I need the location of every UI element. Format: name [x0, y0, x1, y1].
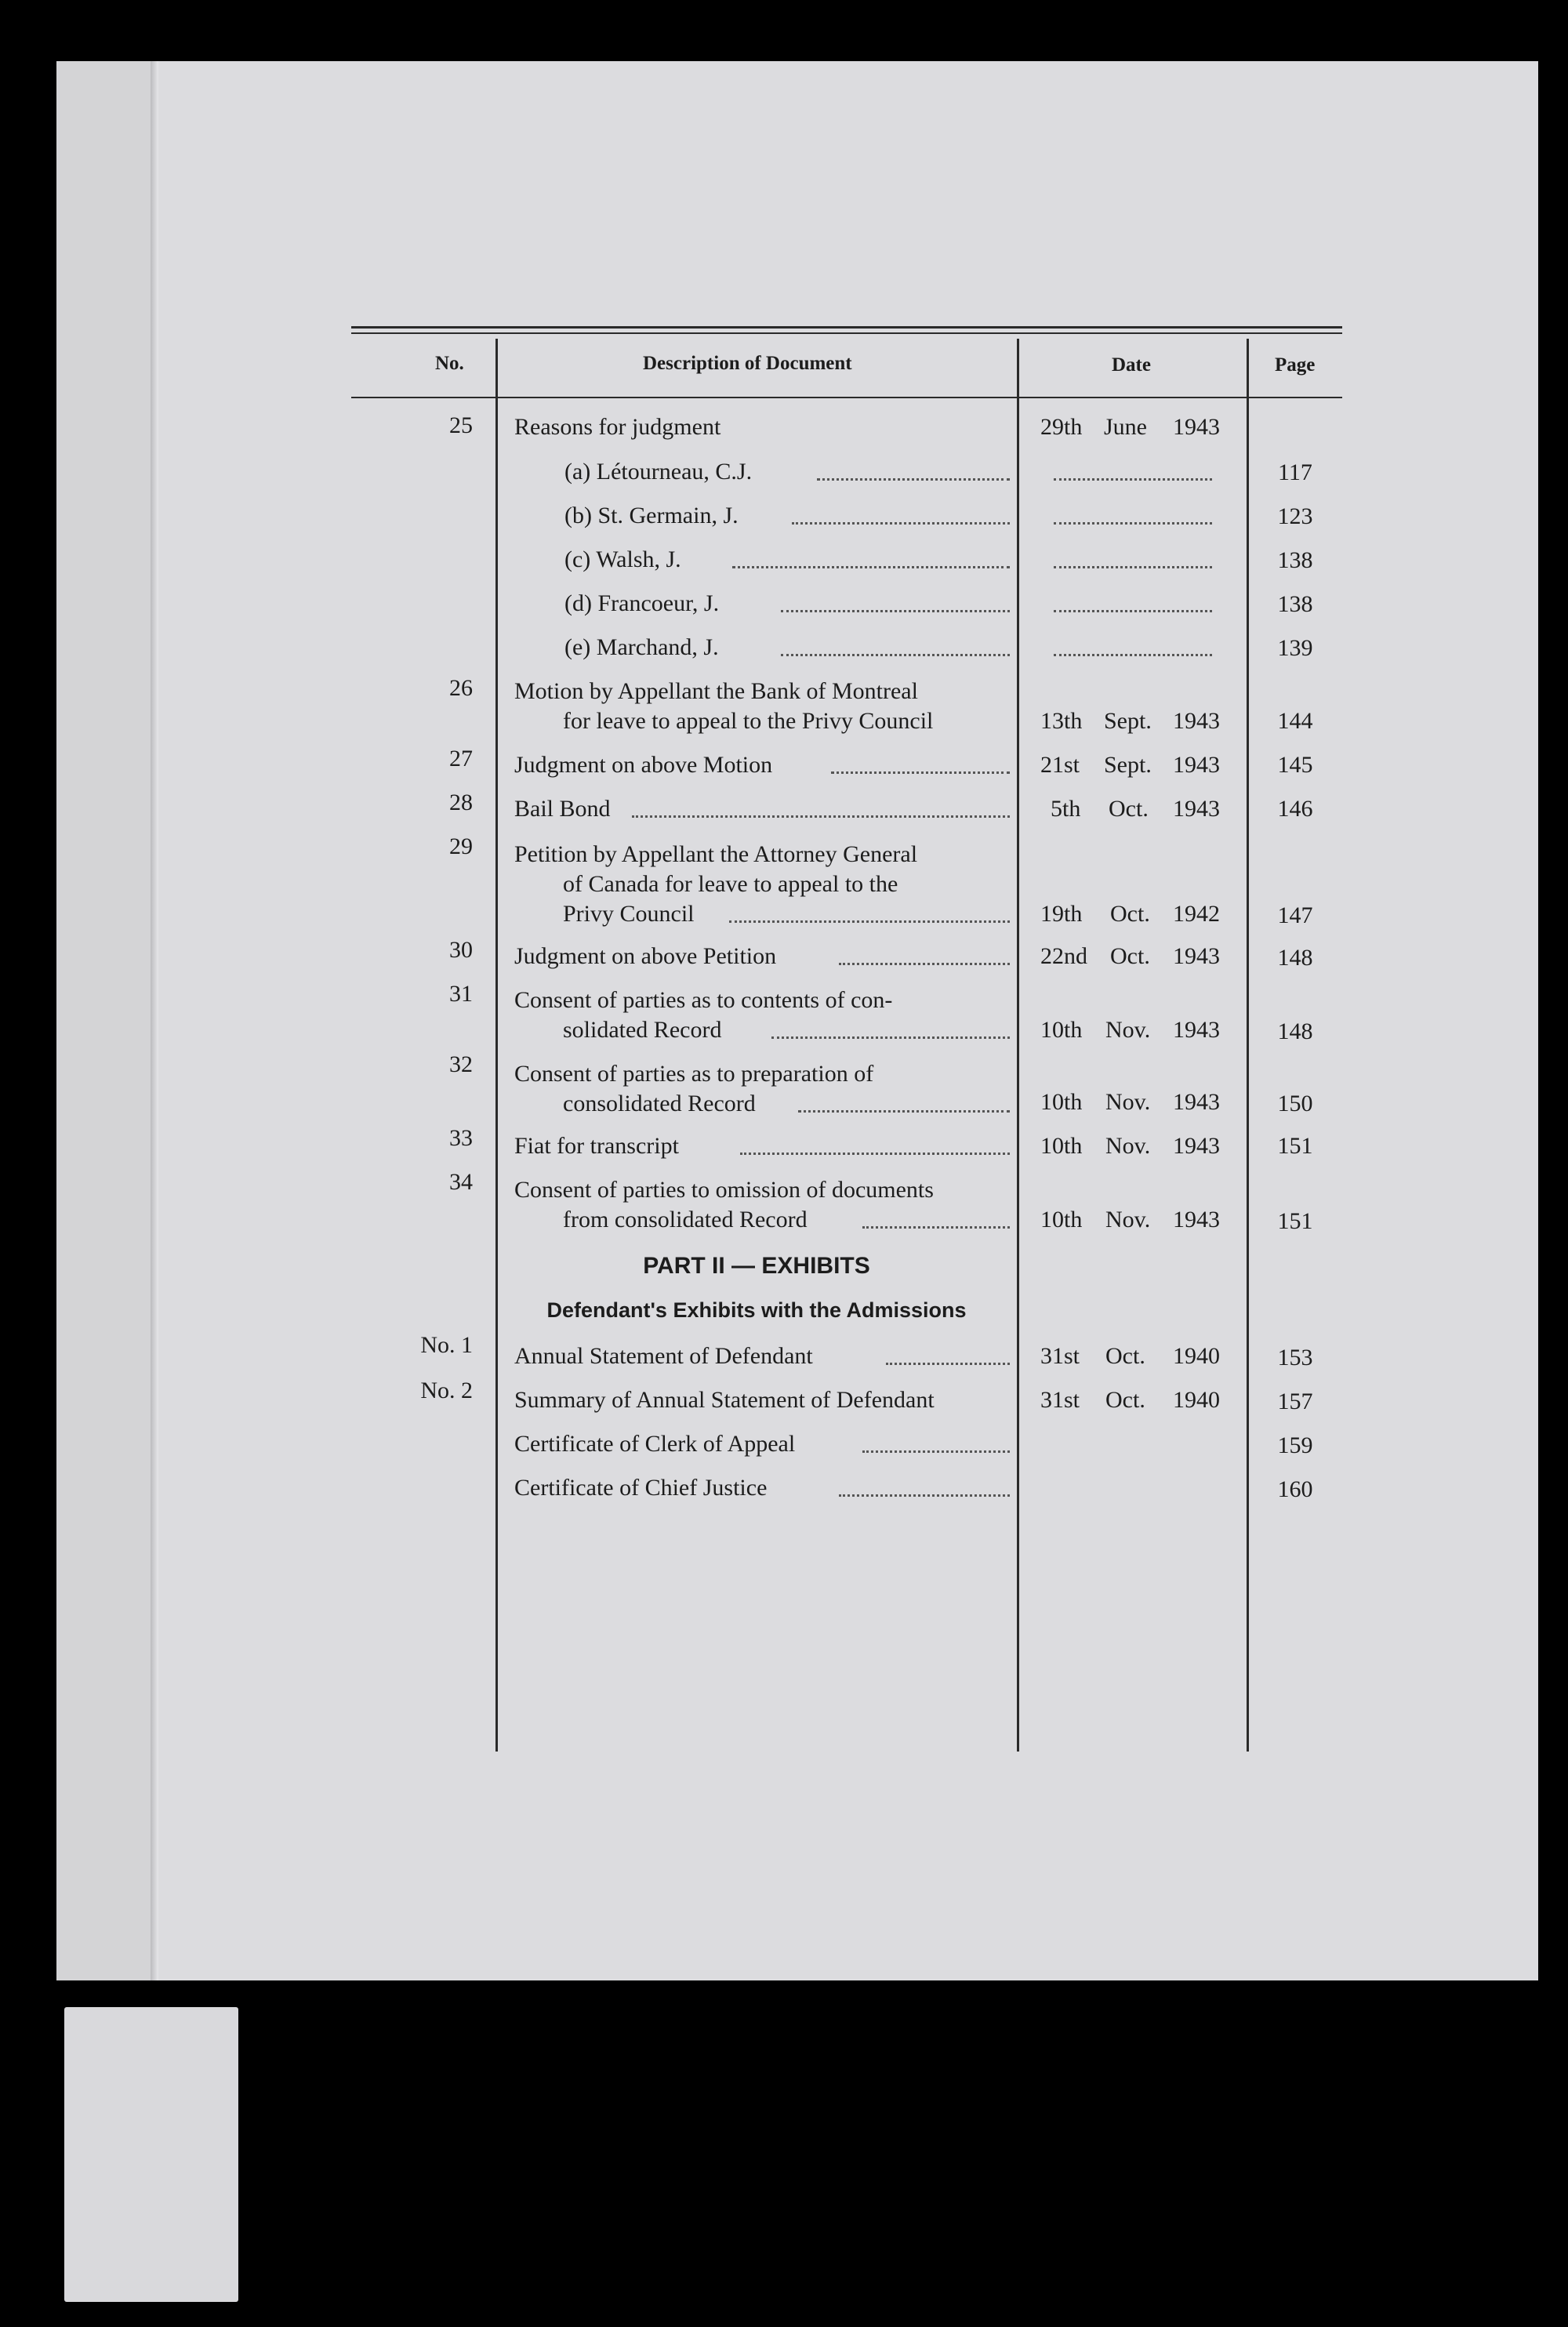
- leader-dots: [632, 815, 1010, 818]
- row-description: Consent of parties as to contents of con-: [514, 987, 893, 1013]
- leader-dots: [792, 522, 1010, 525]
- page-number: 153: [1277, 1345, 1313, 1370]
- page-number: 138: [1277, 547, 1313, 573]
- date-year: 1943: [1173, 708, 1220, 734]
- column-divider: [495, 339, 498, 1752]
- row-number: 32: [449, 1051, 473, 1077]
- row-description: Bail Bond: [514, 796, 611, 822]
- row-description: Motion by Appellant the Bank of Montreal: [514, 678, 918, 704]
- row-number: 30: [449, 937, 473, 963]
- date-dots: [1054, 654, 1212, 656]
- leader-dots: [817, 478, 1010, 481]
- leader-dots: [732, 566, 1010, 568]
- row-description: Consent of parties to omission of documents: [514, 1177, 934, 1203]
- date-day: 10th: [1040, 1133, 1083, 1159]
- leader-dots: [862, 1226, 1010, 1229]
- date-day: 22nd: [1040, 943, 1087, 969]
- row-description: Judgment on above Motion: [514, 752, 773, 778]
- exhibit-number: No. 2: [420, 1378, 473, 1403]
- date-month: Nov.: [1105, 1207, 1151, 1232]
- row-description: Certificate of Clerk of Appeal: [514, 1431, 796, 1457]
- header-page: Page: [1275, 354, 1316, 376]
- date-day: 10th: [1040, 1089, 1083, 1115]
- row-number: 28: [449, 790, 473, 815]
- date-year: 1942: [1173, 901, 1220, 927]
- leader-dots: [781, 610, 1010, 612]
- page-number: 151: [1277, 1133, 1313, 1159]
- row-description: (c) Walsh, J.: [564, 546, 681, 572]
- leader-dots: [886, 1363, 1010, 1365]
- date-day: 13th: [1040, 708, 1083, 734]
- date-year: 1940: [1173, 1343, 1220, 1369]
- row-description: for leave to appeal to the Privy Council: [563, 708, 934, 734]
- date-month: Oct.: [1110, 943, 1150, 969]
- row-description: Certificate of Chief Justice: [514, 1475, 768, 1501]
- column-divider: [1017, 339, 1019, 1752]
- page-number: 139: [1277, 635, 1313, 661]
- page-number: 157: [1277, 1389, 1313, 1414]
- leader-dots: [839, 963, 1010, 965]
- row-description: solidated Record: [563, 1017, 722, 1043]
- date-month: Nov.: [1105, 1017, 1151, 1043]
- leader-dots: [839, 1494, 1010, 1497]
- date-year: 1943: [1173, 1207, 1220, 1232]
- date-day: 10th: [1040, 1017, 1083, 1043]
- section-title: PART II — EXHIBITS: [643, 1253, 870, 1279]
- leader-dots: [862, 1450, 1010, 1453]
- page-number: 147: [1277, 902, 1313, 928]
- page-number: 144: [1277, 708, 1313, 734]
- leader-dots: [798, 1110, 1010, 1113]
- row-description: from consolidated Record: [563, 1207, 808, 1232]
- date-month: June: [1104, 414, 1147, 440]
- header-rule: [351, 397, 1342, 398]
- row-description: (a) Létourneau, C.J.: [564, 459, 753, 485]
- page-number: 148: [1277, 945, 1313, 971]
- row-number: 26: [449, 675, 473, 701]
- header-date: Date: [1112, 354, 1151, 376]
- page-number: 150: [1277, 1091, 1313, 1116]
- date-year: 1943: [1173, 1133, 1220, 1159]
- date-dots: [1054, 478, 1212, 481]
- date-month: Sept.: [1104, 752, 1152, 778]
- row-description: consolidated Record: [563, 1091, 756, 1116]
- date-month: Nov.: [1105, 1133, 1151, 1159]
- date-dots: [1054, 610, 1212, 612]
- top-rule-2: [351, 332, 1342, 334]
- date-year: 1943: [1173, 752, 1220, 778]
- page-number: 123: [1277, 503, 1313, 529]
- date-day: 21st: [1040, 752, 1080, 778]
- page-fold: [151, 61, 158, 1980]
- date-day: 29th: [1040, 414, 1083, 440]
- row-description: Petition by Appellant the Attorney General: [514, 841, 918, 867]
- page-number: 151: [1277, 1208, 1313, 1234]
- page-number: 145: [1277, 752, 1313, 778]
- date-year: 1943: [1173, 796, 1220, 822]
- leader-dots: [831, 771, 1010, 774]
- date-month: Oct.: [1105, 1387, 1145, 1413]
- date-year: 1943: [1173, 414, 1220, 440]
- leader-dots: [771, 1036, 1010, 1039]
- row-description: Reasons for judgment: [514, 414, 721, 440]
- date-month: Sept.: [1104, 708, 1152, 734]
- row-description: (e) Marchand, J.: [564, 634, 719, 660]
- row-description: Summary of Annual Statement of Defendant: [514, 1387, 935, 1413]
- row-number: 27: [449, 746, 473, 771]
- header-no: No.: [435, 353, 464, 374]
- page-number: 160: [1277, 1476, 1313, 1502]
- top-rule: [351, 326, 1342, 329]
- header-description: Description of Document: [643, 353, 852, 374]
- row-number: 29: [449, 833, 473, 859]
- page-number: 117: [1278, 459, 1312, 485]
- date-day: 5th: [1051, 796, 1081, 822]
- date-month: Nov.: [1105, 1089, 1151, 1115]
- date-month: Oct.: [1110, 901, 1150, 927]
- date-day: 31st: [1040, 1387, 1080, 1413]
- paper-slip: [64, 2007, 238, 2302]
- row-description: Consent of parties as to preparation of: [514, 1061, 874, 1087]
- page-number: 159: [1277, 1432, 1313, 1458]
- row-number: 33: [449, 1125, 473, 1151]
- leader-dots: [729, 920, 1010, 923]
- leader-dots: [781, 654, 1010, 656]
- date-year: 1943: [1173, 1017, 1220, 1043]
- exhibit-number: No. 1: [420, 1332, 473, 1358]
- row-description: Privy Council: [563, 901, 695, 927]
- date-dots: [1054, 566, 1212, 568]
- leader-dots: [740, 1153, 1010, 1155]
- row-number: 31: [449, 981, 473, 1007]
- date-year: 1943: [1173, 943, 1220, 969]
- row-description: Fiat for transcript: [514, 1133, 679, 1159]
- row-number: 34: [449, 1169, 473, 1195]
- date-day: 31st: [1040, 1343, 1080, 1369]
- date-year: 1940: [1173, 1387, 1220, 1413]
- row-description: (b) St. Germain, J.: [564, 503, 739, 528]
- date-month: Oct.: [1109, 796, 1149, 822]
- date-year: 1943: [1173, 1089, 1220, 1115]
- date-month: Oct.: [1105, 1343, 1145, 1369]
- section-subtitle: Defendant's Exhibits with the Admissions: [546, 1298, 967, 1322]
- page-number: 148: [1277, 1018, 1313, 1044]
- date-dots: [1054, 522, 1212, 525]
- row-description: of Canada for leave to appeal to the: [563, 871, 898, 897]
- row-description: (d) Francoeur, J.: [564, 590, 720, 616]
- row-description: Annual Statement of Defendant: [514, 1343, 813, 1369]
- page-number: 146: [1277, 796, 1313, 822]
- date-day: 19th: [1040, 901, 1083, 927]
- row-description: Judgment on above Petition: [514, 943, 777, 969]
- page-number: 138: [1277, 591, 1313, 617]
- row-number: 25: [449, 412, 473, 438]
- date-day: 10th: [1040, 1207, 1083, 1232]
